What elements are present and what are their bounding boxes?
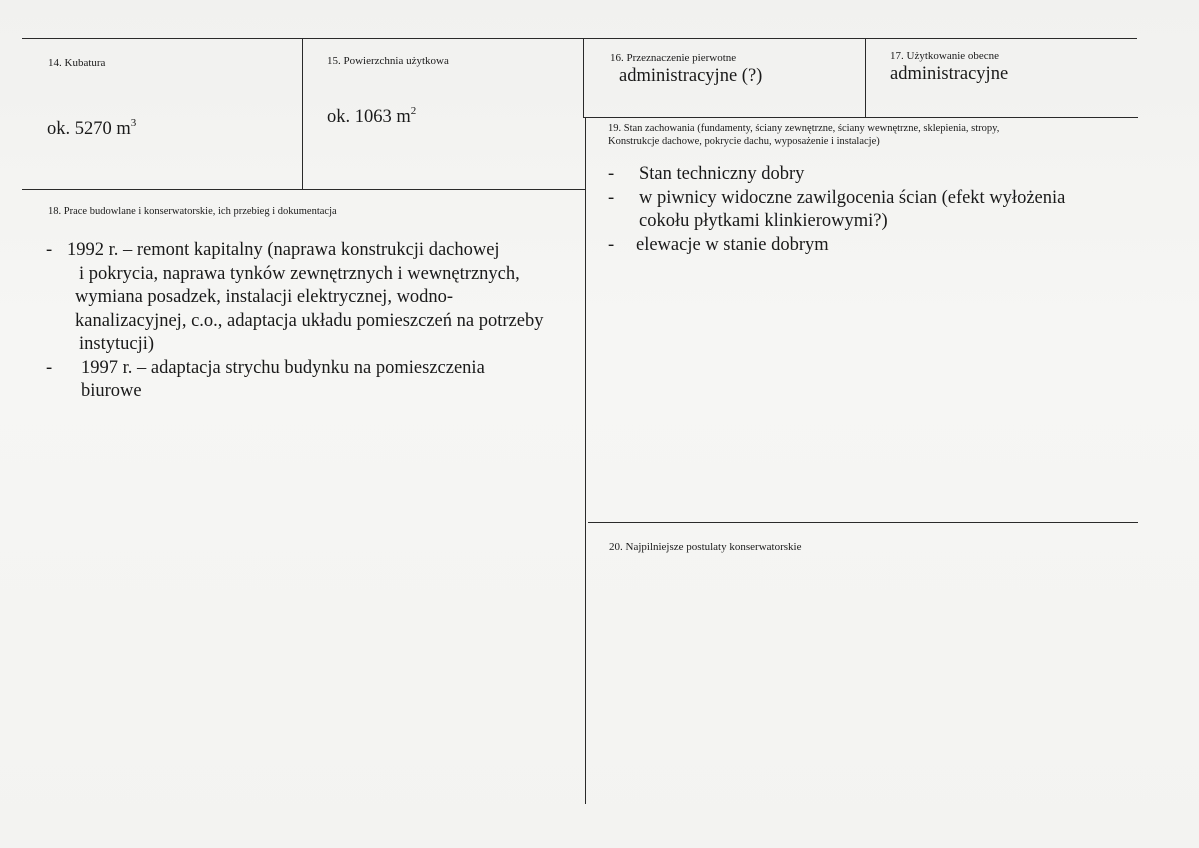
divider-16-17: [865, 38, 866, 118]
divider-main-lower: [585, 118, 586, 804]
postulaty-label: 20. Najpilniejsze postulaty konserwatorskie: [609, 541, 802, 553]
list-dash: -: [608, 187, 615, 208]
list-item: [46, 357, 581, 404]
list-item-line: cokołu płytkami klinkierowymi?): [639, 211, 888, 231]
list-item-line: biurowe: [81, 381, 142, 401]
list-item-line: i pokrycia, naprawa tynków zewnętrznych i wewnętrznych,: [79, 263, 520, 284]
list-item-line: w piwnicy widoczne zawilgocenia ścian (efekt wyłożenia: [639, 187, 1066, 208]
list-item-line: 1992 r. – remont kapitalny (naprawa konstrukcji dachowej: [67, 240, 500, 260]
list-item-line: wymiana posadzek, instalacji elektrycznej, wodno-: [75, 287, 454, 307]
list-item-line: kanalizacyjnej, c.o., adaptacja układu pomieszczeń na potrzeby: [75, 310, 544, 331]
powierzchnia-value: [327, 106, 416, 128]
kubatura-label: 14. Kubatura: [48, 57, 106, 69]
list-dash: -: [608, 234, 615, 255]
list-item-line: Stan techniczny dobry: [639, 164, 805, 184]
uzytkowanie-value: administracyjne: [890, 64, 1009, 84]
list-item-line: instytucji): [79, 334, 155, 354]
powierzchnia-label: 15. Powierzchnia użytkowa: [327, 55, 449, 67]
przeznaczenie-label: 16. Przeznaczenie pierwotne: [610, 52, 737, 64]
rule-14-15-bottom: [22, 189, 585, 190]
rule-19-bottom: [588, 522, 1138, 523]
list-item-line: elewacje w stanie dobrym: [636, 234, 829, 255]
kubatura-value: [47, 118, 136, 140]
kubatura-unit-exponent: 3: [130, 117, 137, 129]
list-item: [608, 163, 1128, 187]
list-item: [46, 239, 581, 357]
powierzchnia-unit-exponent: 2: [410, 105, 417, 117]
stan-zachowania-list: [608, 163, 1128, 257]
list-item: [608, 187, 1128, 234]
divider-main: [583, 38, 584, 118]
list-dash: -: [46, 240, 53, 260]
prace-budowlane-label: 18. Prace budowlane i konserwatorskie, ich przebieg i dokumentacja: [48, 206, 337, 217]
uzytkowanie-label: 17. Użytkowanie obecne: [890, 50, 1000, 62]
przeznaczenie-value: administracyjne (?): [619, 66, 763, 86]
divider-14-15: [302, 38, 303, 189]
rule-16-17-bottom: [583, 117, 1138, 118]
stan-zachowania-label-line1: 19. Stan zachowania (fundamenty, ściany zewnętrzne, ściany wewnętrzne, sklepienia, stropy,: [608, 123, 1000, 134]
list-item-line: 1997 r. – adaptacja strychu budynku na pomieszczenia: [81, 357, 485, 378]
list-item: [608, 234, 1128, 258]
stan-zachowania-label-line2: Konstrukcje dachowe, pokrycie dachu, wyposażenie i instalacje): [608, 136, 880, 147]
powierzchnia-value-text: ok. 1063 m: [327, 107, 411, 127]
list-dash: -: [608, 164, 615, 184]
top-rule: [22, 38, 1137, 39]
prace-budowlane-list: [46, 239, 581, 404]
kubatura-value-text: ok. 5270 m: [47, 119, 131, 139]
list-dash: -: [46, 357, 53, 378]
